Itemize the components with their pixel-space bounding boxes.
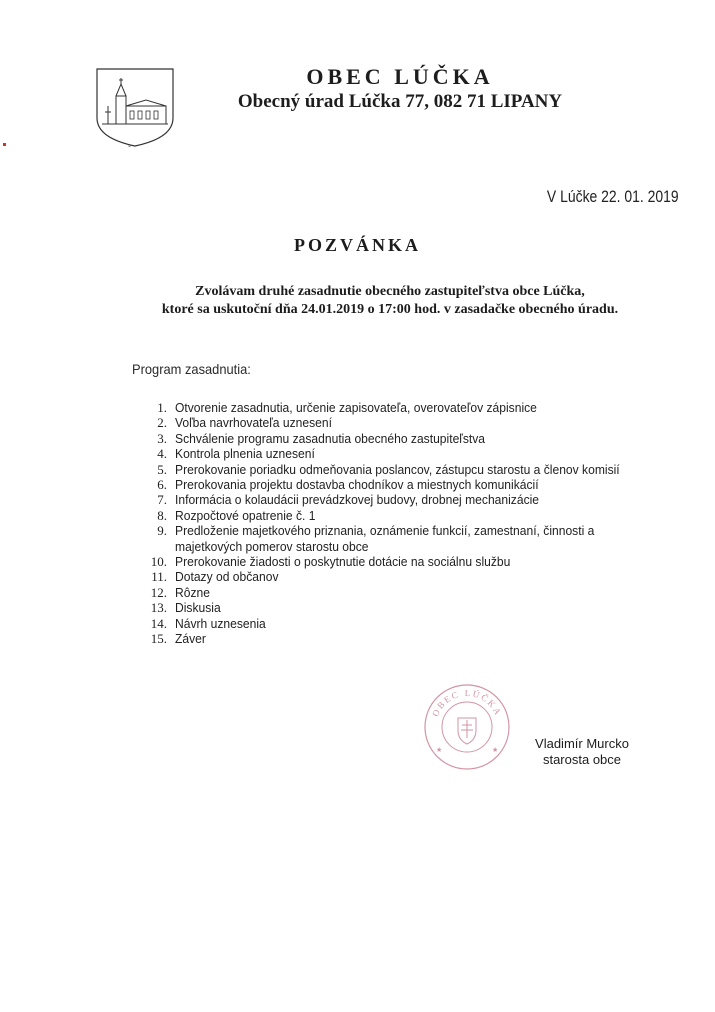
agenda-item [140, 585, 680, 600]
agenda-item [140, 600, 680, 615]
signer-name: Vladimír Murcko [535, 736, 629, 751]
agenda-item [140, 631, 680, 646]
agenda-item-text: Kontrola plnenia uznesení [175, 446, 315, 462]
svg-text:OBEC LÚČKA [430, 688, 504, 718]
agenda-item-text: Dotazy od občanov [175, 569, 279, 585]
agenda-item-number: 5. [157, 461, 167, 477]
agenda-item-number: 10. [150, 554, 167, 570]
invitation-intro [130, 283, 650, 319]
agenda-item-number: 13. [150, 600, 167, 616]
agenda-item-number: 3. [157, 430, 167, 446]
seal-text: OBEC LÚČKA [430, 687, 504, 718]
agenda-item-text: Prerokovania projektu dostavba chodníkov a miestnych komunikácií [175, 477, 539, 493]
agenda-item-text: Prerokovanie žiadosti o poskytnutie dotácie na sociálnu službu [175, 554, 511, 570]
scan-mark [3, 143, 6, 146]
agenda-item-text: Záver [175, 631, 206, 647]
agenda-item-number: 2. [157, 415, 167, 431]
agenda-item [140, 554, 680, 569]
org-address: Obecný úrad Lúčka 77, 082 71 LIPANY [237, 91, 563, 112]
document-title: POZVÁNKA [294, 235, 421, 255]
agenda-item-text: Predloženie majetkového priznania, oznámenie funkcií, zamestnaní, činnosti a majetkových pomerov starostu obce [175, 523, 595, 554]
svg-text:★: ★ [492, 746, 499, 754]
program-label: Program zasadnutia: [132, 361, 251, 377]
agenda-list [140, 400, 680, 647]
agenda-item-number: 14. [150, 615, 167, 631]
intro-line-2: ktoré sa uskutoční dňa 24.01.2019 o 17:00 hod. v zasadačke obecného úradu. [161, 302, 619, 317]
agenda-item-number: 6. [157, 477, 167, 493]
date-line: V Lúčke 22. 01. 2019 [547, 187, 679, 206]
agenda-item-text: Informácia o kolaudácii prevádzkovej budovy, drobnej mechanizácie [175, 492, 540, 508]
signer-role: starosta obce [542, 752, 622, 767]
official-seal-icon [422, 682, 512, 772]
agenda-item [140, 431, 680, 446]
agenda-item [140, 508, 680, 523]
agenda-item [140, 415, 680, 430]
agenda-item [140, 492, 680, 507]
agenda-item-text: Rozpočtové opatrenie č. 1 [175, 507, 316, 523]
agenda-item-number: 12. [150, 584, 167, 600]
agenda-item-text: Schválenie programu zasadnutia obecného zastupiteľstva [175, 430, 486, 446]
agenda-item [140, 446, 680, 461]
agenda-item-number: 1. [157, 400, 167, 415]
agenda-item-text: Prerokovanie poriadku odmeňovania poslancov, zástupcu starostu a členov komisií [175, 461, 620, 477]
agenda-item-text: Voľba navrhovateľa uznesení [175, 415, 332, 431]
svg-text:★: ★ [436, 746, 443, 754]
agenda-item-text: Rôzne [175, 584, 210, 600]
agenda-item [140, 400, 680, 415]
agenda-item-text: Otvorenie zasadnutia, určenie zapisovateľa, overovateľov zápisnice [175, 400, 537, 415]
intro-line-1: Zvolávam druhé zasadnutie obecného zastupiteľstva obce Lúčka, [195, 284, 585, 299]
agenda-item-number: 7. [157, 492, 167, 508]
agenda-item-text: Diskusia [175, 600, 221, 616]
village-crest-icon [94, 66, 176, 148]
agenda-item-number: 15. [150, 631, 167, 647]
agenda-item-number: 4. [157, 446, 167, 462]
agenda-item [140, 477, 680, 492]
agenda-item [140, 569, 680, 584]
agenda-item-number: 8. [157, 507, 167, 523]
agenda-item [140, 523, 680, 554]
agenda-item [140, 616, 680, 631]
agenda-item-number: 11. [151, 569, 167, 585]
agenda-item-number: 9. [157, 523, 167, 539]
crest-tick-mark: ˇ [128, 144, 131, 154]
agenda-item [140, 462, 680, 477]
org-name: OBEC LÚČKA [306, 64, 494, 89]
agenda-item-text: Návrh uznesenia [175, 615, 266, 631]
